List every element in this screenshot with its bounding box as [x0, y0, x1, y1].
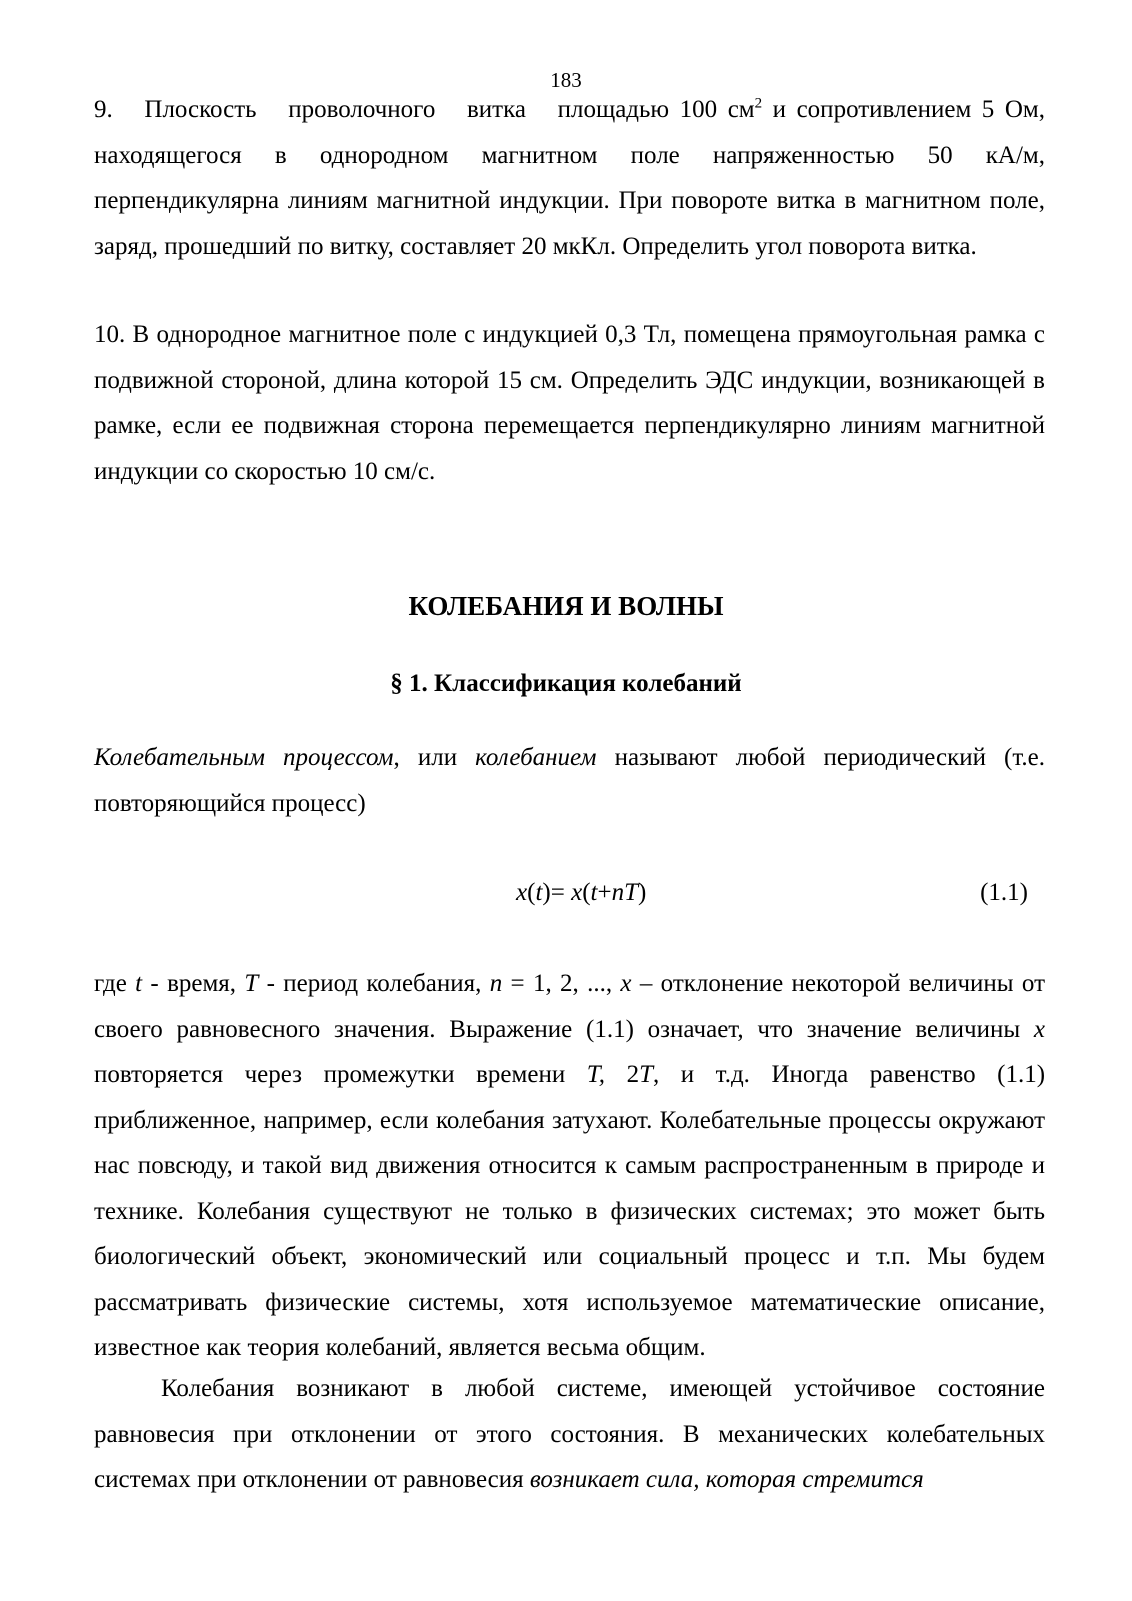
var-t: t	[135, 970, 143, 997]
formula-number: (1.1)	[980, 879, 1028, 906]
formula-x2: x	[571, 879, 583, 906]
text-span: 2	[605, 1061, 640, 1088]
text-span: = 1, 2, ...,	[502, 970, 621, 997]
final-italic-text: возникает сила, которая стремится	[529, 1466, 924, 1493]
formula-eq: )=	[542, 879, 572, 906]
formula-T: T	[624, 879, 638, 906]
explanation-paragraph	[94, 961, 1045, 1371]
text-span: - период колебания,	[258, 970, 490, 997]
var-x: x	[1033, 1015, 1045, 1043]
intro-paragraph	[94, 735, 1045, 826]
text-span: повторяется через промежутки времени	[94, 1061, 587, 1088]
formula-plus: +	[597, 879, 612, 906]
formula-1-1	[0, 873, 1132, 913]
formula-paren2: (	[582, 879, 591, 906]
formula-paren: (	[527, 879, 536, 906]
text-span: где	[94, 970, 136, 997]
term-oscillatory-process: Колебательным процессом	[94, 744, 394, 771]
final-paragraph	[94, 1366, 1045, 1503]
var-T: T,	[586, 1061, 606, 1088]
formula-close: )	[637, 879, 647, 906]
var-T: T	[244, 970, 259, 997]
final-text: Колебания возникают в любой системе, имеющей устойчивое состояние равновесия при отклонении от этого состояния. В механических колебательных системах при отклонении от равновесия	[94, 1375, 1045, 1493]
text-span: , и т.д. Иногда равенство (1.1) приближенное, например, если колебания затухают. Колебательные процессы окружают нас повсюду, и такой вид движения относится к самым распространенным в природе и технике. Колебания существуют не только в физических системах; это может быть биологический объект, экономический или социальный процесс и т.п. Мы будем рассматривать физические системы, хотя используемое математические описание, известное как теория колебаний, является весьма общим.	[94, 1061, 1046, 1361]
problem-9-text: 9. Плоскость проволочного витка площадью 100 см	[94, 96, 755, 123]
var-x: x	[620, 970, 632, 997]
formula-t: t	[535, 879, 543, 906]
intro-rest: называют любой периодический (т.е. повторяющийся процесс)	[94, 744, 1046, 817]
text-span: - время,	[142, 970, 245, 997]
page-number: 183	[550, 68, 582, 92]
section-heading: § 1. Классификация колебаний	[390, 670, 742, 697]
intro-sep: , или	[393, 744, 476, 771]
problem-9-text-cont: и сопротивлением 5 Ом, находящегося в однородном магнитном поле напряженностью 50 кА/м, перпендикулярна линиям магнитной индукции. При повороте витка в магнитном поле, заряд, прошедший по витку, составляет 20 мкКл. Определить угол поворота витка.	[94, 96, 1045, 260]
var-T: T	[639, 1061, 653, 1088]
chapter-heading: КОЛЕБАНИЯ И ВОЛНЫ	[408, 591, 724, 621]
var-n: n	[489, 970, 503, 997]
superscript: 2	[754, 95, 763, 112]
formula-t2: t	[590, 879, 598, 906]
term-oscillation: колебанием	[475, 744, 597, 771]
formula-x: x	[516, 879, 528, 906]
formula-expression	[516, 873, 646, 913]
problem-9	[94, 87, 1045, 269]
problem-10-text: 10. В однородное магнитное поле с индукцией 0,3 Тл, помещена прямоугольная рамка с подвижной стороной, длина которой 15 см. Определить ЭДС индукции, возникающей в рамке, если ее подвижная сторона перемещается перпендикулярно линиям магнитной индукции со скоростью 10 см/с.	[94, 321, 1045, 485]
text-span: – отклонение некоторой величины от своего равновесного значения. Выражение (1.1) означает, что значение величины	[94, 970, 1046, 1043]
problem-10	[94, 312, 1045, 494]
formula-n: n	[611, 879, 625, 906]
